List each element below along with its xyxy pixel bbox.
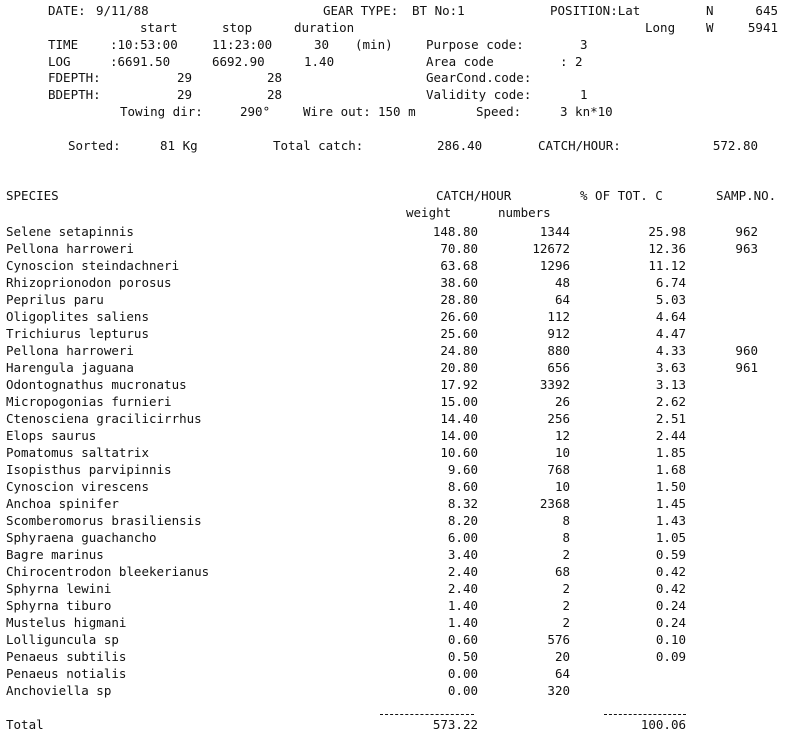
- numbers-value: 64: [554, 292, 570, 307]
- date-label: DATE:: [48, 3, 86, 18]
- weight-value: 17.92: [440, 377, 478, 392]
- weight-value: 9.60: [447, 462, 478, 477]
- weight-value: 15.00: [440, 394, 478, 409]
- duration-value: 30: [314, 37, 330, 52]
- numbers-value: 26: [554, 394, 570, 409]
- lat-hemisphere: N: [706, 3, 714, 18]
- weight-value: 0.00: [447, 666, 478, 681]
- percent-value: 3.13: [655, 377, 686, 392]
- bdepth-start: 29: [176, 87, 192, 102]
- numbers-value: 1296: [539, 258, 570, 273]
- weight-value: 20.80: [440, 360, 478, 375]
- numbers-value: 656: [547, 360, 570, 375]
- species-name: Selene setapinnis: [6, 224, 134, 239]
- col-stop-header: stop: [222, 20, 253, 35]
- numbers-value: 10: [554, 479, 570, 494]
- total-catch-label: Total catch:: [273, 138, 364, 153]
- species-name: Ctenosciena gracilicirrhus: [6, 411, 202, 426]
- towing-dir-value: 290°: [240, 104, 271, 119]
- weight-value: 28.80: [440, 292, 478, 307]
- long-value: 5941: [747, 20, 778, 35]
- numbers-value: 2: [562, 581, 570, 596]
- weight-value: 14.40: [440, 411, 478, 426]
- percent-value: 0.42: [655, 564, 686, 579]
- percent-value: 2.51: [655, 411, 686, 426]
- numbers-value: 256: [547, 411, 570, 426]
- total-weight: 573.22: [432, 717, 478, 732]
- position-lat-label: POSITION:Lat: [550, 3, 641, 18]
- time-stop: 11:23:00: [212, 37, 273, 52]
- percent-value: 12.36: [648, 241, 686, 256]
- weight-value: 1.40: [447, 598, 478, 613]
- numbers-value: 2: [562, 615, 570, 630]
- species-name: Sphyrna lewini: [6, 581, 112, 596]
- numbers-value: 320: [547, 683, 570, 698]
- weight-value: 148.80: [432, 224, 478, 239]
- species-name: Pomatomus saltatrix: [6, 445, 149, 460]
- weight-value: 25.60: [440, 326, 478, 341]
- fdepth-start: 29: [176, 70, 192, 85]
- species-name: Oligoplites saliens: [6, 309, 149, 324]
- fdepth-label: FDEPTH:: [48, 70, 101, 85]
- percent-value: 1.68: [655, 462, 686, 477]
- numbers-value: 12672: [532, 241, 570, 256]
- numbers-value: 912: [547, 326, 570, 341]
- numbers-value: 576: [547, 632, 570, 647]
- percent-value: 4.33: [655, 343, 686, 358]
- weight-value: 2.40: [447, 564, 478, 579]
- numbers-value: 768: [547, 462, 570, 477]
- percent-value: 1.43: [655, 513, 686, 528]
- percent-value: 1.85: [655, 445, 686, 460]
- numbers-value: 8: [562, 513, 570, 528]
- species-name: Rhizoprionodon porosus: [6, 275, 172, 290]
- percent-value: 0.10: [655, 632, 686, 647]
- purpose-code-label: Purpose code:: [426, 37, 524, 52]
- wire-out-value: 150 m: [378, 104, 416, 119]
- towing-dir-label: Towing dir:: [120, 104, 203, 119]
- percent-value: 11.12: [648, 258, 686, 273]
- percent-value: 0.09: [655, 649, 686, 664]
- weight-value: 0.50: [447, 649, 478, 664]
- total-catch-value: 286.40: [437, 138, 483, 153]
- total-percent: 100.06: [640, 717, 686, 732]
- sample-number: 960: [735, 343, 758, 358]
- weight-value: 10.60: [440, 445, 478, 460]
- numbers-value: 880: [547, 343, 570, 358]
- area-code-label: Area code: [426, 54, 494, 69]
- sample-number: 961: [735, 360, 758, 375]
- species-name: Elops saurus: [6, 428, 97, 443]
- percent-value: 0.59: [655, 547, 686, 562]
- weight-value: 26.60: [440, 309, 478, 324]
- log-start: :6691.50: [110, 54, 171, 69]
- fdepth-stop: 28: [266, 70, 282, 85]
- species-name: Sphyraena guachancho: [6, 530, 157, 545]
- species-name: Penaeus notialis: [6, 666, 127, 681]
- percent-value: 2.44: [655, 428, 686, 443]
- gear-type-label: GEAR TYPE:: [323, 3, 399, 18]
- species-name: Mustelus higmani: [6, 615, 127, 630]
- species-name: Sphyrna tiburo: [6, 598, 112, 613]
- weight-value: 8.20: [447, 513, 478, 528]
- species-name: Trichiurus lepturus: [6, 326, 149, 341]
- numbers-value: 3392: [539, 377, 570, 392]
- speed-label: Speed:: [476, 104, 522, 119]
- numbers-value: 20: [554, 649, 570, 664]
- speed-value: 3 kn*10: [560, 104, 613, 119]
- weight-value: 3.40: [447, 547, 478, 562]
- numbers-value: 2368: [539, 496, 570, 511]
- percent-value: 5.03: [655, 292, 686, 307]
- numbers-value: 68: [554, 564, 570, 579]
- col-duration-header: duration: [294, 20, 355, 35]
- sample-number: 963: [735, 241, 758, 256]
- numbers-value: 1344: [539, 224, 570, 239]
- percent-value: 6.74: [655, 275, 686, 290]
- percent-value: 1.05: [655, 530, 686, 545]
- long-label: Long: [645, 20, 676, 35]
- percent-total-column-header: % OF TOT. C: [580, 188, 663, 203]
- weight-value: 38.60: [440, 275, 478, 290]
- species-name: Pellona harroweri: [6, 343, 134, 358]
- species-name: Scomberomorus brasiliensis: [6, 513, 202, 528]
- percent-value: 25.98: [648, 224, 686, 239]
- gearcond-code-label: GearCond.code:: [426, 70, 532, 85]
- catch-per-hour-value: 572.80: [712, 138, 758, 153]
- species-name: Lolliguncula sp: [6, 632, 119, 647]
- duration-unit: (min): [355, 37, 393, 52]
- weight-value: 1.40: [447, 615, 478, 630]
- gear-type-value: BT No:1: [412, 3, 465, 18]
- weight-value: 24.80: [440, 343, 478, 358]
- purpose-code-value: 3: [580, 37, 588, 52]
- catch-hour-column-header: CATCH/HOUR: [436, 188, 512, 203]
- percent-value: 4.47: [655, 326, 686, 341]
- numbers-value: 48: [554, 275, 570, 290]
- percent-value: 1.45: [655, 496, 686, 511]
- species-name: Bagre marinus: [6, 547, 104, 562]
- species-name: Micropogonias furnieri: [6, 394, 172, 409]
- species-name: Chirocentrodon bleekerianus: [6, 564, 210, 579]
- log-stop: 6692.90: [212, 54, 265, 69]
- species-name: Isopisthus parvipinnis: [6, 462, 172, 477]
- col-start-header: start: [140, 20, 178, 35]
- percent-value: 0.42: [655, 581, 686, 596]
- percent-value: 3.63: [655, 360, 686, 375]
- sorted-value: 81 Kg: [160, 138, 198, 153]
- lat-value: 645: [755, 3, 778, 18]
- percent-value: 0.24: [655, 615, 686, 630]
- numbers-value: 2: [562, 598, 570, 613]
- bdepth-stop: 28: [266, 87, 282, 102]
- sample-number: 962: [735, 224, 758, 239]
- weight-value: 0.00: [447, 683, 478, 698]
- area-code-value: : 2: [560, 54, 583, 69]
- numbers-subheader: numbers: [498, 205, 551, 220]
- numbers-value: 64: [554, 666, 570, 681]
- date-value: 9/11/88: [96, 3, 149, 18]
- percent-value: 4.64: [655, 309, 686, 324]
- species-name: Cynoscion steindachneri: [6, 258, 180, 273]
- species-name: Odontognathus mucronatus: [6, 377, 187, 392]
- species-name: Pellona harroweri: [6, 241, 134, 256]
- weight-value: 14.00: [440, 428, 478, 443]
- percent-value: 0.24: [655, 598, 686, 613]
- numbers-value: 10: [554, 445, 570, 460]
- catch-per-hour-label: CATCH/HOUR:: [538, 138, 621, 153]
- percent-total-rule: [604, 714, 686, 715]
- validity-code-value: 1: [580, 87, 588, 102]
- numbers-value: 8: [562, 530, 570, 545]
- sample-number-column-header: SAMP.NO.: [716, 188, 777, 203]
- species-name: Cynoscion virescens: [6, 479, 149, 494]
- species-name: Anchoa spinifer: [6, 496, 119, 511]
- weight-value: 63.68: [440, 258, 478, 273]
- weight-value: 70.80: [440, 241, 478, 256]
- species-name: Harengula jaguana: [6, 360, 134, 375]
- species-name: Penaeus subtilis: [6, 649, 127, 664]
- percent-value: 1.50: [655, 479, 686, 494]
- numbers-value: 12: [554, 428, 570, 443]
- species-name: Peprilus paru: [6, 292, 104, 307]
- long-hemisphere: W: [706, 20, 714, 35]
- weight-value: 6.00: [447, 530, 478, 545]
- total-label: Total: [6, 717, 44, 732]
- weight-total-rule: [380, 714, 474, 715]
- time-start: :10:53:00: [110, 37, 178, 52]
- bdepth-label: BDEPTH:: [48, 87, 101, 102]
- wire-out-label: Wire out:: [303, 104, 371, 119]
- sorted-label: Sorted:: [68, 138, 121, 153]
- numbers-value: 2: [562, 547, 570, 562]
- log-distance: 1.40: [304, 54, 335, 69]
- weight-value: 8.32: [447, 496, 478, 511]
- weight-subheader: weight: [406, 205, 452, 220]
- log-label: LOG: [48, 54, 71, 69]
- time-label: TIME: [48, 37, 79, 52]
- weight-value: 0.60: [447, 632, 478, 647]
- species-column-header: SPECIES: [6, 188, 59, 203]
- numbers-value: 112: [547, 309, 570, 324]
- validity-code-label: Validity code:: [426, 87, 532, 102]
- percent-value: 2.62: [655, 394, 686, 409]
- weight-value: 2.40: [447, 581, 478, 596]
- species-name: Anchoviella sp: [6, 683, 112, 698]
- weight-value: 8.60: [447, 479, 478, 494]
